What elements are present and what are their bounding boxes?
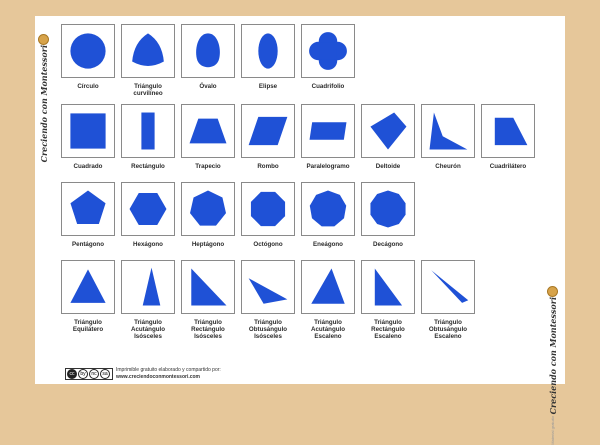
quatrefoil-shape [306,29,350,73]
chevron-shape [426,109,470,153]
shape-frame [121,104,175,158]
shape-card-oval [180,24,236,90]
ellipse-shape [246,29,290,73]
shape-frame [121,260,175,314]
brand-logo-right [547,286,558,445]
shape-label: Triángulo Equilátero [72,319,104,334]
parallelogram-shape [306,109,350,153]
shape-label: Heptágono [191,241,225,248]
shape-card-tri-right-isosceles [180,260,236,340]
shape-card-parallelogram [300,104,356,170]
shape-label: Rectángulo [131,163,165,170]
shape-frame [61,260,115,314]
pentagon-shape [66,187,110,231]
shape-label: Cuadrado [73,163,103,170]
quadrilateral-shape [486,109,530,153]
shape-label: Cuadrifolio [311,83,345,90]
shape-label: Triángulo Acutángulo Escaleno [310,319,346,341]
shape-frame [421,260,475,314]
shape-card-rhombus [240,104,296,170]
footer [65,367,221,381]
shape-label: Triángulo Obtusángulo Escaleno [428,319,468,341]
tri-equilateral-shape [66,265,110,309]
shape-card-octagon [240,182,296,248]
shape-card-hexagon [120,182,176,248]
shape-card-tri-right-scalene [360,260,416,340]
tri-acute-isosceles-shape [126,265,170,309]
oval-shape [186,29,230,73]
shape-frame [61,24,115,78]
tri-obtuse-isosceles-shape [246,265,290,309]
tri-obtuse-scalene-shape [426,265,470,309]
tri-right-isosceles-shape [186,265,230,309]
shape-frame [481,104,535,158]
shape-label: Triángulo Acutángulo Isósceles [130,319,166,341]
shape-label: Trapecio [195,163,221,170]
cc-mark: cc [67,369,77,379]
octagon-shape [246,187,290,231]
decagon-shape [366,187,410,231]
shape-label: Paralelogramo [306,163,350,170]
rhombus-shape [246,109,290,153]
shape-label: Círculo [77,83,99,90]
footer-url[interactable]: www.creciendoconmontessori.com [116,373,201,380]
tri-right-scalene-shape [366,265,410,309]
shape-frame [121,24,175,78]
shape-card-pentagon [60,182,116,248]
brand-name: Creciendo con Montessori [38,45,49,163]
shape-label: Hexágono [133,241,163,248]
shape-label: Cuadrilátero [489,163,527,170]
creative-commons-icon [65,368,113,380]
shape-card-heptagon [180,182,236,248]
shape-frame [241,24,295,78]
brand-logo-left [38,34,49,162]
worksheet [35,16,565,445]
shape-frame [241,104,295,158]
footer-line-1: Imprimible gratuito elaborado y compartido por: [116,367,221,373]
shape-card-tri-obtuse-scalene [420,260,476,340]
square-shape [66,109,110,153]
shape-card-tri-acute-scalene [300,260,356,340]
shape-card-ellipse [240,24,296,90]
shape-card-trapezoid [180,104,236,170]
kite-shape [366,109,410,153]
shape-label: Óvalo [199,83,217,90]
shape-label: Decágono [373,241,403,248]
shape-frame [181,260,235,314]
shape-frame [301,182,355,236]
shape-card-chevron [420,104,476,170]
shape-frame [241,260,295,314]
shape-frame [181,182,235,236]
shape-frame [121,182,175,236]
shape-card-tri-equilateral [60,260,116,333]
shape-label: Pentágono [72,241,104,248]
shape-label: Deltoide [375,163,401,170]
shape-frame [361,182,415,236]
shape-frame [301,24,355,78]
shape-card-square [60,104,116,170]
emblem-icon [38,34,49,45]
shape-card-tri-obtuse-isosceles [240,260,296,340]
brand-name: Creciendo con Montessori [547,297,558,415]
rectangle-shape [126,109,170,153]
brand-tagline: Material gratuito [550,416,555,445]
shape-label: Eneágono [313,241,343,248]
shape-frame [181,104,235,158]
nonagon-shape [306,187,350,231]
circle-shape [66,29,110,73]
shape-card-kite [360,104,416,170]
shape-card-curved-triangle [120,24,176,97]
emblem-icon [547,286,558,297]
shape-card-circle [60,24,116,90]
footer-text [116,367,221,381]
shape-frame [181,24,235,78]
shape-frame [361,260,415,314]
shape-card-nonagon [300,182,356,248]
sa-mark: sa [100,369,110,379]
shape-card-decagon [360,182,416,248]
shape-label: Cheurón [435,163,461,170]
shape-label: Triángulo curvilíneo [133,83,163,98]
shape-frame [61,182,115,236]
shape-label: Octógono [253,241,283,248]
shape-card-rectangle [120,104,176,170]
shape-label: Triángulo Rectángulo Escaleno [371,319,405,341]
shape-label: Triángulo Obtusángulo Isósceles [248,319,288,341]
shape-card-tri-acute-isosceles [120,260,176,340]
shape-frame [301,260,355,314]
shape-card-quadrilateral [480,104,536,170]
heptagon-shape [186,187,230,231]
shape-frame [241,182,295,236]
shape-frame [301,104,355,158]
curved-triangle-shape [126,29,170,73]
shape-label: Rombo [257,163,279,170]
by-mark: by [78,369,88,379]
shape-frame [421,104,475,158]
shape-frame [361,104,415,158]
nc-mark: nc [89,369,99,379]
shape-label: Elipse [258,83,278,90]
hexagon-shape [126,187,170,231]
trapezoid-shape [186,109,230,153]
tri-acute-scalene-shape [306,265,350,309]
shape-label: Triángulo Rectángulo Isósceles [191,319,225,341]
shape-frame [61,104,115,158]
shape-card-quatrefoil [300,24,356,90]
